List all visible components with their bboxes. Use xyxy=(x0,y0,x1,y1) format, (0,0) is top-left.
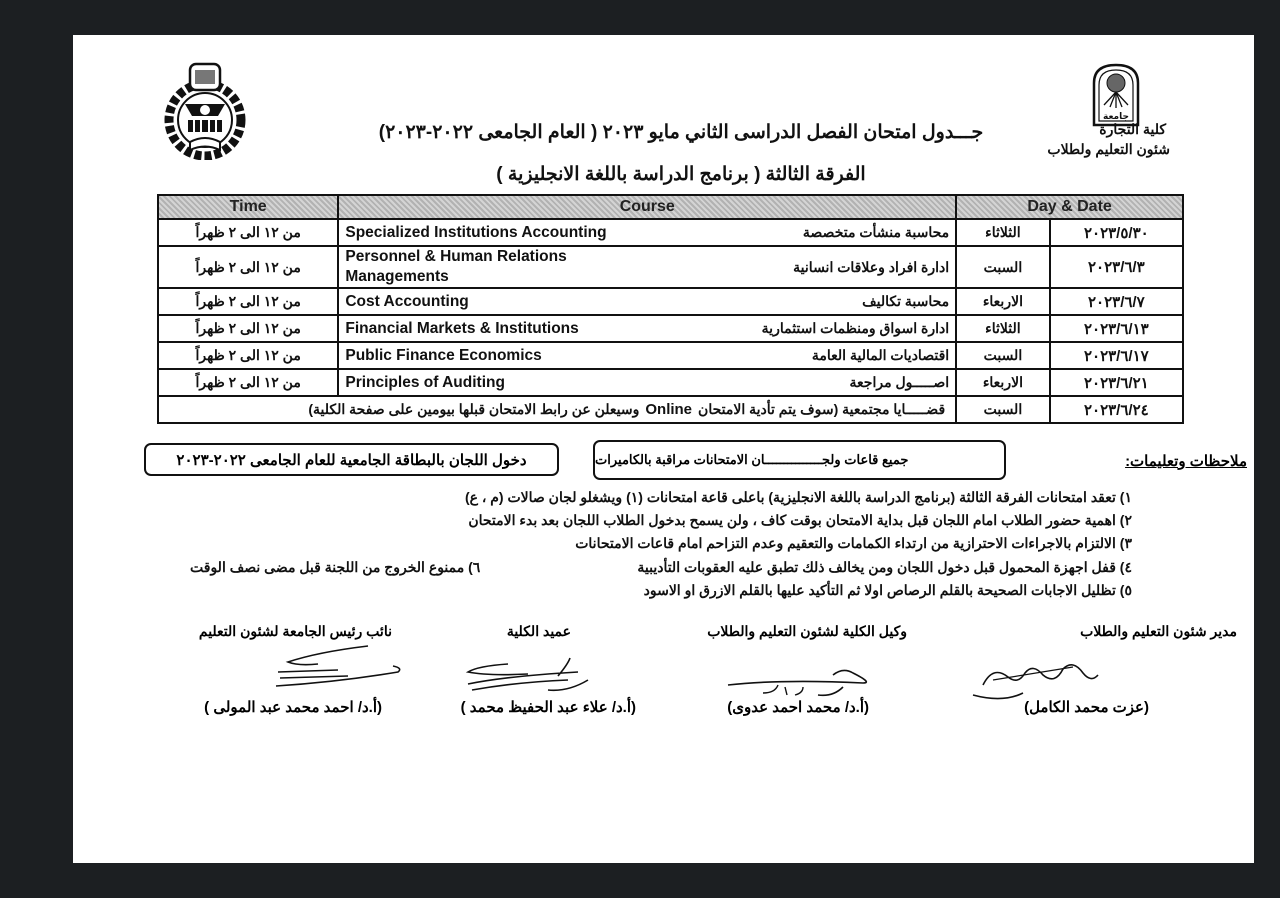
exam-schedule-document xyxy=(73,35,1254,863)
assiut-university-logo-icon xyxy=(1086,61,1146,127)
online-exam-note-cell xyxy=(158,396,956,423)
course-english: Financial Markets & Institutions xyxy=(345,319,579,337)
day-cell: الثلاثاء xyxy=(956,315,1050,342)
note-item: ٥) تظليل الاجابات الصحيحة بالقلم الرصاص اولا ثم التأكيد عليها بالقلم الازرق او الاسود xyxy=(643,582,1132,598)
online-label: Online xyxy=(645,401,693,418)
course-english: Personnel & Human Relations Managements xyxy=(345,248,567,285)
course-arabic: اقتصاديات المالية العامة xyxy=(811,347,950,363)
day-cell: الاربعاء xyxy=(956,369,1050,396)
header-time: Time xyxy=(158,195,338,219)
cameras-notice-box xyxy=(593,440,1006,480)
course-cell xyxy=(338,342,956,369)
header-course: Course xyxy=(338,195,956,219)
time-cell: من ١٢ الى ٢ ظهراً xyxy=(158,315,338,342)
signature-icon xyxy=(723,653,873,703)
time-cell: من ١٢ الى ٢ ظهراً xyxy=(158,288,338,315)
faculty-name: كلية التجارة xyxy=(1099,121,1166,137)
note-item: ٣) الالتزام بالاجراءات الاحترازية من ارتداء الكمامات والتعقيم وعدم التزاحم امام قاعات الامتحانات xyxy=(575,535,1132,551)
day-cell: الثلاثاء xyxy=(956,219,1050,246)
course-english: Principles of Auditing xyxy=(345,373,505,391)
table-row xyxy=(158,369,1183,396)
course-english: Cost Accounting xyxy=(345,292,469,310)
department-name: شئون التعليم ولطلاب xyxy=(1047,141,1170,157)
course-cell xyxy=(338,288,956,315)
university-card-notice-box xyxy=(144,443,559,476)
day-cell: السبت xyxy=(956,342,1050,369)
date-cell: ٢٠٢٣/٦/٢١ xyxy=(1050,369,1183,396)
course-cell xyxy=(338,246,956,288)
table-row xyxy=(158,342,1183,369)
date-cell: ٢٠٢٣/٦/٢٤ xyxy=(1050,396,1183,423)
course-cell xyxy=(338,315,956,342)
signatory-name: (أ.د/ محمد احمد عدوى) xyxy=(727,699,869,716)
course-arabic: محاسبة منشأت متخصصة xyxy=(802,224,950,240)
table-header-row xyxy=(158,195,1183,219)
notes-heading: ملاحظات وتعليمات: xyxy=(1125,453,1247,470)
table-row-online-exam xyxy=(158,396,1183,423)
date-cell: ٢٠٢٣/٦/٣ xyxy=(1050,246,1183,288)
header-day-date: Day & Date xyxy=(956,195,1183,219)
signature-icon xyxy=(458,650,608,700)
signature-icon xyxy=(258,642,408,692)
faculty-of-commerce-logo-icon xyxy=(158,60,253,160)
time-cell: من ١٢ الى ٢ ظهراً xyxy=(158,369,338,396)
online-note-part1: قضـــــايا مجتمعية (سوف يتم تأدية الامتحان xyxy=(698,401,946,417)
signature-title: مدير شئون التعليم والطلاب xyxy=(1080,623,1237,639)
note-item: ٦) ممنوع الخروج من اللجنة قبل مضى نصف الوقت xyxy=(190,559,481,575)
signatory-name: (أ.د/ علاء عبد الحفيظ محمد ) xyxy=(460,699,636,716)
time-cell: من ١٢ الى ٢ ظهراً xyxy=(158,219,338,246)
signature-title: عميد الكلية xyxy=(506,623,571,639)
course-arabic: محاسبة تكاليف xyxy=(862,293,950,309)
note-item: ٢) اهمية حضور الطلاب امام اللجان قبل بداية الامتحان بوقت كاف ، ولن يسمح بدخول الطلاب اللجان بعد بدء الامتحان xyxy=(468,512,1132,528)
table-row xyxy=(158,315,1183,342)
university-card-notice-text: دخول اللجان بالبطاقة الجامعية للعام الجامعى ٢٠٢٢-٢٠٢٣ xyxy=(176,451,527,469)
day-cell: السبت xyxy=(956,396,1050,423)
course-english: Public Finance Economics xyxy=(345,346,542,364)
date-cell: ٢٠٢٣/٦/١٣ xyxy=(1050,315,1183,342)
table-row xyxy=(158,246,1183,288)
date-cell: ٢٠٢٣/٥/٣٠ xyxy=(1050,219,1183,246)
signatory-name: (أ.د/ احمد محمد عبد المولى ) xyxy=(204,699,382,716)
time-cell: من ١٢ الى ٢ ظهراً xyxy=(158,246,338,288)
page-title: جـــدول امتحان الفصل الدراسى الثاني مايو ٢٠٢٣ ( العام الجامعى ٢٠٢٢-٢٠٢٣) xyxy=(378,122,984,143)
signature-title: نائب رئيس الجامعة لشئون التعليم xyxy=(198,623,392,639)
course-cell xyxy=(338,369,956,396)
course-english: Specialized Institutions Accounting xyxy=(345,223,607,241)
note-item: ١) تعقد امتحانات الفرقة الثالثة (برنامج الدراسة باللغة الانجليزية) باعلى قاعة امتحانات (١) ويشغلو لجان صالات (م ، ع) xyxy=(464,489,1132,505)
online-note-part2: وسيعلن عن رابط الامتحان قبلها بيومين على صفحة الكلية) xyxy=(308,401,640,417)
date-cell: ٢٠٢٣/٦/١٧ xyxy=(1050,342,1183,369)
day-cell: الاربعاء xyxy=(956,288,1050,315)
signature-title: وكيل الكلية لشئون التعليم والطلاب xyxy=(707,623,907,639)
page-subtitle: الفرقة الثالثة ( برنامج الدراسة باللغة الانجليزية ) xyxy=(496,164,866,185)
course-arabic: اصـــــول مراجعة xyxy=(849,374,950,390)
svg-text:جامعة: جامعة xyxy=(1103,112,1129,122)
course-arabic: ادارة اسواق ومنظمات استثمارية xyxy=(761,320,950,336)
exam-schedule-table xyxy=(157,194,1184,424)
table-row xyxy=(158,219,1183,246)
course-cell xyxy=(338,219,956,246)
course-arabic: ادارة افراد وعلاقات انسانية xyxy=(793,258,950,275)
date-cell: ٢٠٢٣/٦/٧ xyxy=(1050,288,1183,315)
signatory-name: (عزت محمد الكامل) xyxy=(1024,699,1149,716)
note-item: ٤) قفل اجهزة المحمول قبل دخول اللجان ومن يخالف ذلك تطبق عليه العقوبات التأديبية xyxy=(637,559,1132,575)
time-cell: من ١٢ الى ٢ ظهراً xyxy=(158,342,338,369)
cameras-notice-text: جميع قاعات ولجـــــــــــــــان الامتحانات مراقبة بالكاميرات xyxy=(595,452,909,467)
table-row xyxy=(158,288,1183,315)
day-cell: السبت xyxy=(956,246,1050,288)
